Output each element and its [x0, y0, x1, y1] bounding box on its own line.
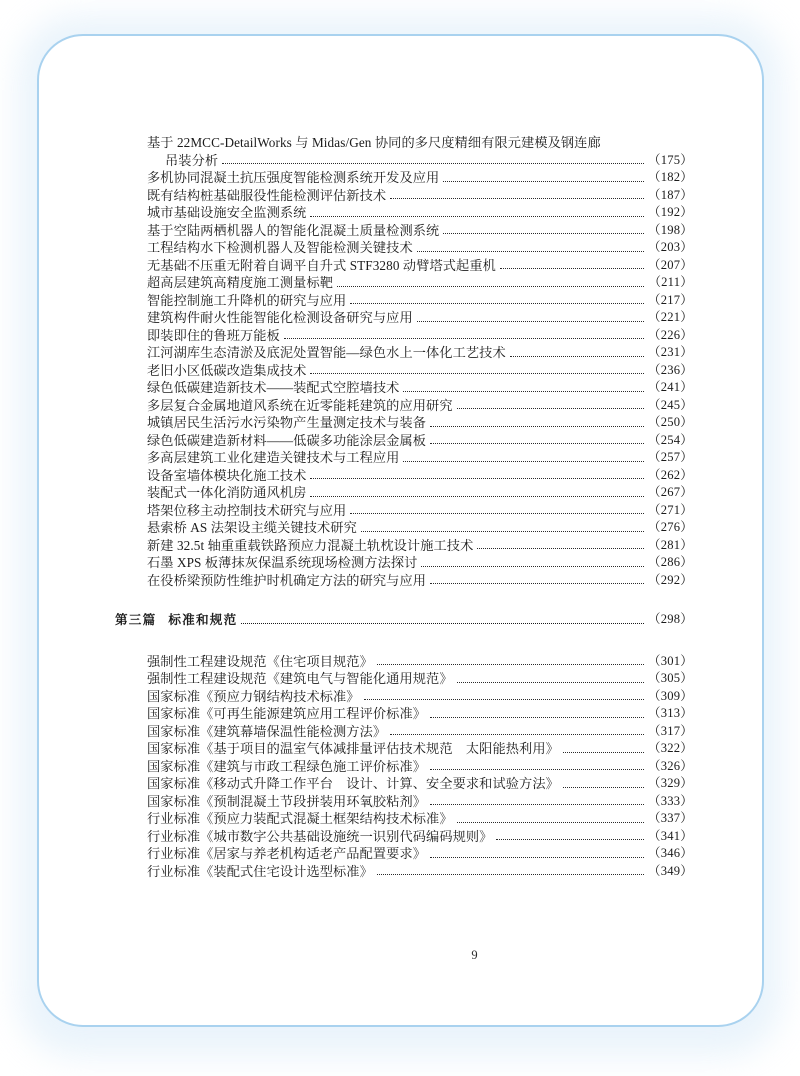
- toc-entry-title: 国家标准《建筑幕墙保温性能检测方法》: [147, 723, 387, 739]
- toc-entry-title: 石墨 XPS 板薄抹灰保温系统现场检测方法探讨: [147, 555, 418, 570]
- toc-entry[interactable]: [147, 274, 693, 292]
- toc-page-number: （182）: [647, 170, 693, 184]
- toc-entry-title: 吊装分析: [165, 152, 219, 168]
- toc-entry-title: 国家标准《可再生能源建筑应用工程评价标准》: [147, 706, 427, 721]
- toc-entry[interactable]: [147, 222, 693, 240]
- dot-leader: [310, 215, 644, 217]
- toc-page-number: （292）: [647, 572, 693, 587]
- toc-entry-title: 新建 32.5t 轴重重载铁路预应力混凝土轨枕设计施工技术: [147, 537, 474, 553]
- toc-entry-title: 智能控制施工升降机的研究与应用: [147, 292, 347, 308]
- toc-entry-title: 在役桥梁预防性维护时机确定方法的研究与应用: [147, 572, 427, 588]
- toc-entry-title: 悬索桥 AS 法架设主缆关键技术研究: [147, 520, 357, 535]
- dot-leader: [390, 197, 644, 199]
- toc-page-number: （341）: [647, 828, 693, 843]
- toc-entry[interactable]: [147, 239, 693, 257]
- toc-page-number: （226）: [647, 327, 693, 342]
- toc-entry-title: 国家标准《预制混凝土节段拼装用环氧胶粘剂》: [147, 793, 427, 809]
- dot-leader: [457, 407, 644, 409]
- toc-page-number: （305）: [647, 671, 693, 685]
- toc-part-title: 第三篇: [115, 612, 157, 627]
- dot-leader: [430, 803, 644, 805]
- toc-entry-title: 强制性工程建设规范《建筑电气与智能化通用规范》: [147, 671, 453, 686]
- dot-leader: [390, 733, 644, 735]
- toc-entry[interactable]: [147, 204, 693, 222]
- dot-leader: [403, 390, 644, 392]
- dot-leader: [510, 355, 644, 357]
- toc-entry[interactable]: [147, 793, 693, 811]
- toc-entry-title: 多机协同混凝土抗压强度智能检测系统开发及应用: [147, 170, 440, 185]
- page-content-area: [39, 36, 766, 1029]
- toc-page-number: （346）: [647, 846, 693, 860]
- toc-entry[interactable]: [147, 670, 693, 688]
- toc-entry[interactable]: [147, 688, 693, 706]
- toc-page-number: （245）: [647, 397, 693, 412]
- toc-entry[interactable]: [147, 414, 693, 432]
- toc-page-number: （217）: [647, 292, 693, 307]
- toc-entry[interactable]: [147, 502, 693, 520]
- toc-entry[interactable]: [147, 379, 693, 397]
- toc-entry[interactable]: [147, 327, 693, 345]
- toc-entry-title: 城镇居民生活污水污染物产生量测定技术与装备: [147, 415, 427, 430]
- toc-entry[interactable]: [147, 467, 693, 485]
- toc-entry[interactable]: [147, 484, 693, 502]
- toc-part-heading[interactable]: [115, 611, 693, 629]
- toc-page-number: （329）: [647, 776, 693, 790]
- toc-entry[interactable]: [147, 653, 693, 671]
- toc-page-number: （313）: [647, 706, 693, 720]
- toc-entry-title: 基于空陆两栖机器人的智能化混凝土质量检测系统: [147, 222, 440, 238]
- toc-page-number: （236）: [647, 362, 693, 377]
- toc-page-number: （322）: [647, 741, 693, 755]
- toc-page-number: （203）: [647, 240, 693, 254]
- toc-entry[interactable]: [147, 828, 693, 846]
- toc-entry[interactable]: [147, 705, 693, 723]
- toc-entry-title: 国家标准《基于项目的温室气体减排量评估技术规范 太阳能热利用》: [147, 741, 559, 756]
- dot-leader: [457, 681, 644, 683]
- toc-page-number: （349）: [647, 863, 693, 878]
- toc-page-number: （326）: [647, 758, 693, 773]
- dot-leader: [430, 582, 644, 584]
- dot-leader: [417, 320, 644, 322]
- toc-entry[interactable]: [147, 723, 693, 741]
- toc-entry[interactable]: [147, 537, 693, 555]
- toc-page-number: （262）: [647, 467, 693, 482]
- toc-entry-title: 既有结构桩基础服役性能检测评估新技术: [147, 187, 387, 203]
- toc-entry-title: 无基础不压重无附着自调平自升式 STF3280 动臂塔式起重机: [147, 257, 496, 273]
- toc-entry-title: 即装即住的鲁班万能板: [147, 327, 280, 343]
- toc-entry[interactable]: [147, 740, 693, 758]
- toc-page-number: （301）: [647, 653, 693, 668]
- toc-entry[interactable]: [147, 257, 693, 275]
- toc-page-number: （241）: [647, 380, 693, 394]
- dot-leader: [350, 512, 644, 514]
- dot-leader: [377, 663, 644, 665]
- toc-entry-title: 多层复合金属地道风系统在近零能耗建筑的应用研究: [147, 397, 453, 413]
- toc-entry-title: 国家标准《建筑与市政工程绿色施工评价标准》: [147, 758, 427, 774]
- dot-leader: [403, 460, 644, 462]
- toc-entry-title: 工程结构水下检测机器人及智能检测关键技术: [147, 240, 413, 255]
- page-border-frame: [37, 34, 764, 1027]
- dot-leader: [430, 425, 644, 427]
- toc-entry[interactable]: [147, 169, 693, 187]
- toc-entry[interactable]: [147, 758, 693, 776]
- toc-entry-title: 建筑构件耐火性能智能化检测设备研究与应用: [147, 310, 413, 325]
- toc-entry[interactable]: [147, 519, 693, 537]
- dot-leader: [222, 162, 644, 164]
- toc-entry[interactable]: [147, 810, 693, 828]
- toc-page-number: （337）: [647, 811, 693, 825]
- toc-entry[interactable]: [147, 775, 693, 793]
- toc-page-number: （317）: [647, 723, 693, 738]
- dot-leader: [563, 751, 644, 753]
- toc-entry-title: 基于 22MCC-DetailWorks 与 Midas/Gen 协同的多尺度精细有限元建模及钢连廊: [147, 135, 601, 150]
- dot-leader: [430, 856, 644, 858]
- toc-entry-title: 绿色低碳建造新材料——低碳多功能涂层金属板: [147, 432, 427, 448]
- toc-part-subtitle: 标准和规范: [168, 612, 238, 627]
- section-spacer: [147, 629, 693, 653]
- toc-page-number: （254）: [647, 432, 693, 447]
- toc-entry-title: 塔架位移主动控制技术研究与应用: [147, 502, 347, 518]
- toc-page-number: （281）: [647, 537, 693, 552]
- dot-leader: [563, 786, 644, 788]
- toc-page-number: （187）: [647, 187, 693, 202]
- toc-entry-title: 老旧小区低碳改造集成技术: [147, 362, 307, 378]
- toc-entry-title: 江河湖库生态清淤及底泥处置智能—绿色水上一体化工艺技术: [147, 345, 506, 360]
- dot-leader: [350, 302, 644, 304]
- toc-entry[interactable]: [147, 397, 693, 415]
- toc-entry[interactable]: [147, 449, 693, 467]
- toc-page-number: （298）: [647, 612, 693, 626]
- toc-page-number: （250）: [647, 415, 693, 429]
- dot-leader: [477, 547, 644, 549]
- toc-page-number: （211）: [648, 275, 693, 289]
- toc-entry-title: 绿色低碳建造新技术——装配式空腔墙技术: [147, 380, 400, 395]
- toc-page-number: （207）: [647, 257, 693, 272]
- toc-entry[interactable]: [147, 134, 693, 152]
- toc-entry-title: 行业标准《装配式住宅设计选型标准》: [147, 863, 373, 879]
- toc-entry[interactable]: [147, 863, 693, 881]
- dot-leader: [310, 477, 644, 479]
- dot-leader: [443, 232, 644, 234]
- dot-leader: [500, 267, 644, 269]
- toc-page-number: （231）: [647, 345, 693, 359]
- toc-page-number: （309）: [647, 688, 693, 703]
- dot-leader: [310, 495, 644, 497]
- toc-entry-title: 国家标准《预应力钢结构技术标准》: [147, 688, 360, 704]
- toc-entry[interactable]: [147, 362, 693, 380]
- toc-entry-title: 设备室墙体模块化施工技术: [147, 467, 307, 483]
- dot-leader: [430, 716, 644, 718]
- toc-entry[interactable]: [147, 309, 693, 327]
- dot-leader: [284, 337, 644, 339]
- toc-entry[interactable]: [147, 572, 693, 590]
- toc-entry[interactable]: [147, 845, 693, 863]
- toc-entry-title: 行业标准《居家与养老机构适老产品配置要求》: [147, 846, 427, 861]
- toc-entry[interactable]: [147, 187, 693, 205]
- dot-leader: [361, 530, 644, 532]
- toc-entry[interactable]: [147, 292, 693, 310]
- section-spacer: [147, 589, 693, 611]
- toc-page-number: （276）: [647, 520, 693, 534]
- dot-leader: [337, 285, 644, 287]
- toc-page-number: （198）: [647, 222, 693, 237]
- dot-leader: [241, 622, 644, 624]
- toc-page-number: （257）: [647, 450, 693, 464]
- table-of-contents: [115, 134, 693, 880]
- dot-leader: [430, 442, 644, 444]
- toc-entry-title: 强制性工程建设规范《住宅项目规范》: [147, 653, 373, 669]
- page-number: 9: [471, 948, 478, 962]
- toc-page-number: （267）: [647, 485, 693, 499]
- toc-entry[interactable]: [147, 554, 693, 572]
- dot-leader: [443, 180, 644, 182]
- dot-leader: [457, 821, 644, 823]
- toc-page-number: （192）: [647, 205, 693, 219]
- toc-entry[interactable]: [147, 344, 693, 362]
- dot-leader: [430, 768, 644, 770]
- toc-entry-title: 装配式一体化消防通风机房: [147, 485, 307, 500]
- toc-entry-title: 行业标准《城市数字公共基础设施统一识别代码编码规则》: [147, 828, 493, 844]
- toc-entry-title: 行业标准《预应力装配式混凝土框架结构技术标准》: [147, 811, 453, 826]
- toc-entry-title: 国家标准《移动式升降工作平台 设计、计算、安全要求和试验方法》: [147, 776, 559, 791]
- toc-entry[interactable]: [147, 432, 693, 450]
- toc-page-number: （175）: [647, 152, 693, 167]
- toc-entry-title: 多高层建筑工业化建造关键技术与工程应用: [147, 450, 400, 465]
- toc-page-number: （286）: [647, 555, 693, 569]
- toc-entry-continuation[interactable]: [147, 152, 693, 170]
- dot-leader: [421, 565, 644, 567]
- dot-leader: [364, 698, 644, 700]
- toc-entry-title: 超高层建筑高精度施工测量标靶: [147, 275, 334, 290]
- toc-page-number: （221）: [647, 310, 693, 324]
- toc-page-number: （333）: [647, 793, 693, 808]
- dot-leader: [417, 250, 644, 252]
- dot-leader: [377, 873, 644, 875]
- toc-entry-title: 城市基础设施安全监测系统: [147, 205, 307, 220]
- dot-leader: [310, 372, 644, 374]
- toc-page-number: （271）: [647, 502, 693, 517]
- dot-leader: [496, 838, 644, 840]
